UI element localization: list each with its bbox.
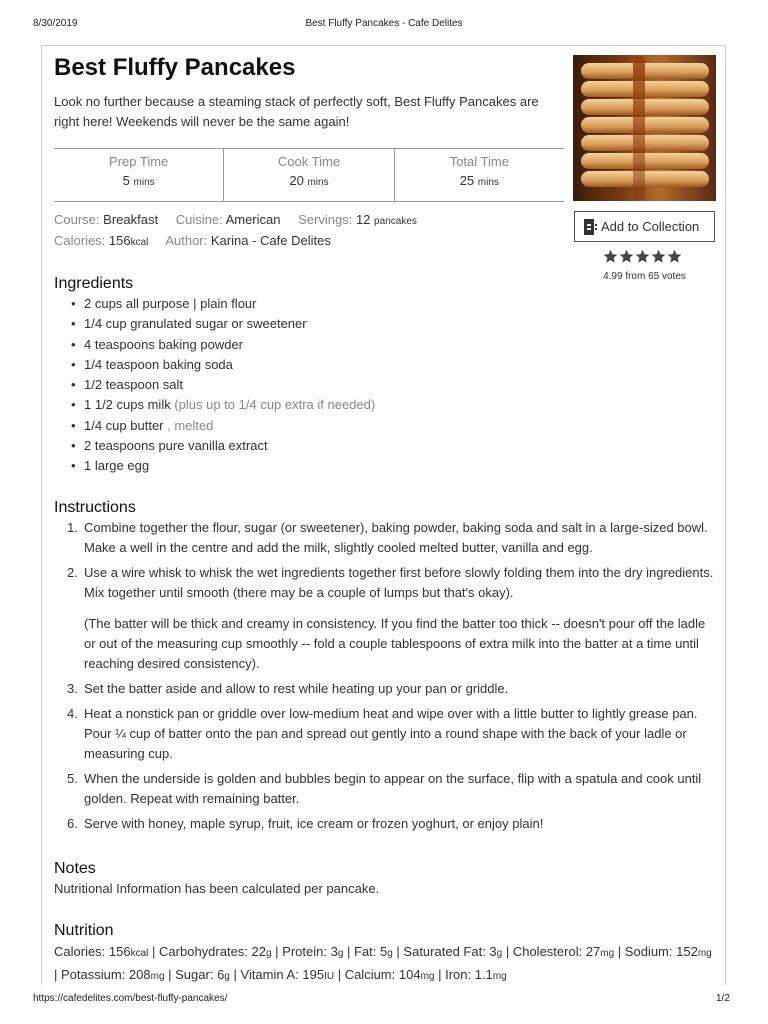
rating-stars[interactable] — [603, 249, 682, 264]
list-item: • 2 teaspoons pure vanilla extract — [54, 436, 375, 456]
nutrition-item: Calories: 156kcal — [54, 944, 149, 959]
nutrition-item: Sugar: 6g — [175, 967, 230, 982]
total-time-label: Total Time — [449, 154, 509, 169]
ingredients-heading: Ingredients — [54, 275, 134, 292]
instruction-step: 2. Use a wire whisk to whisk the wet ingredients together first before slowly folding them into the dry ingredients. Mix together until smooth (there may be a couple of lumps but that's okay). (The batter will be thick and creamy in consistency. If you find the batter too thick -- doesn't pour off the ladle or out of the measuring cup smoothly -- fold a couple tablespoons of extra milk into the batter at a time until reaching desired consistency). — [67, 565, 714, 671]
list-item: • 1 1/2 cups milk (plus up to 1/4 cup extra if needed) — [54, 395, 375, 415]
list-item: • 1/4 teaspoon baking soda — [54, 355, 375, 375]
author-label: Author: — [165, 233, 208, 248]
print-title: Best Fluffy Pancakes - Cafe Delites — [305, 18, 463, 29]
list-item: • 1 large egg — [54, 456, 375, 476]
nutrition-heading: Nutrition — [54, 922, 114, 939]
instruction-step: 3. Set the batter aside and allow to rest while heating up your pan or griddle. — [67, 681, 509, 696]
recipe-meta-row-1 — [54, 212, 417, 227]
cook-time-label: Cook Time — [277, 154, 341, 169]
author-value: Karina - Cafe Delites — [210, 233, 331, 248]
nutrition-item: Cholesterol: 27mg — [512, 944, 615, 959]
bookmark-icon — [583, 219, 597, 235]
calories-value: 156 — [108, 233, 131, 248]
instruction-step: 4. Heat a nonstick pan or griddle over low-medium heat and wipe over with a little butter to lightly grease pan. Pour ¼ cup of batter onto the pan and spread out gently into a round shape with the back of your ladle or measuring cup. — [67, 706, 698, 761]
recipe-times — [54, 148, 564, 202]
nutrition-item: Vitamin A: 195IU — [240, 967, 335, 982]
list-item: • 4 teaspoons baking powder — [54, 335, 375, 355]
nutrition-item: Protein: 3g — [282, 944, 344, 959]
course-label: Course: — [54, 212, 100, 227]
nutrition-facts: Calories: 156kcal | Carbohydrates: 22g | Protein: 3g | Fat: 5g | Saturated Fat: 3g | Cholesterol: 27mg | Sodium: 152mg | Potassium: 208mg | Sugar: 6g | Vitamin A: 195IU | Calcium: 104mg | Iron: 1.1mg — [54, 944, 712, 982]
star-icon[interactable] — [603, 249, 618, 264]
prep-time-value: 5 mins — [122, 173, 155, 188]
star-icon[interactable] — [667, 249, 682, 264]
list-item: • 2 cups all purpose | plain flour — [54, 294, 375, 314]
nutrition-item: Potassium: 208mg — [61, 967, 165, 982]
print-url: https://cafedelites.com/best-fluffy-pancakes/ — [33, 993, 228, 1004]
add-to-collection-label: Add to Collection — [601, 219, 700, 234]
rating-votes: 4.99 from 65 votes — [603, 271, 686, 282]
instruction-step: 1. Combine together the flour, sugar (or sweetener), baking powder, baking soda and salt in a large-sized bowl. Make a well in the centre and add the milk, slightly cooled melted butter, vanilla and egg. — [67, 520, 708, 555]
total-time-value: 25 mins — [459, 173, 499, 188]
print-date: 8/30/2019 — [33, 18, 78, 29]
nutrition-item: Saturated Fat: 3g — [403, 944, 503, 959]
star-icon[interactable] — [619, 249, 634, 264]
nutrition-item: Sodium: 152mg — [624, 944, 712, 959]
recipe-meta-row-2 — [54, 233, 331, 248]
prep-time — [54, 149, 223, 201]
calories-unit: kcal — [130, 237, 149, 248]
instructions-list — [54, 518, 714, 839]
notes-heading: Notes — [54, 860, 96, 877]
instructions-heading: Instructions — [54, 499, 136, 516]
instruction-step: 5. When the underside is golden and bubbles begin to appear on the surface, flip with a spatula and cook until golden. Repeat with remaining batter. — [67, 771, 702, 806]
total-time — [394, 149, 564, 201]
cook-time-value: 20 mins — [289, 173, 329, 188]
notes-text: Nutritional Information has been calculated per pancake. — [54, 881, 380, 896]
recipe-photo — [573, 55, 716, 201]
nutrition-item: Iron: 1.1mg — [445, 967, 507, 982]
instruction-step: 6. Serve with honey, maple syrup, fruit, ice cream or frozen yoghurt, or enjoy plain! — [67, 816, 544, 831]
calories-label: Calories: — [54, 233, 106, 248]
list-item: • 1/4 cup granulated sugar or sweetener — [54, 314, 375, 334]
ingredients-list — [54, 294, 375, 477]
servings-unit: pancakes — [374, 216, 417, 227]
cook-time — [223, 149, 393, 201]
list-item: • 1/2 teaspoon salt — [54, 375, 375, 395]
print-page-number: 1/2 — [716, 993, 730, 1004]
recipe-title: Best Fluffy Pancakes — [54, 54, 296, 81]
servings-label: Servings: — [298, 212, 353, 227]
nutrition-item: Fat: 5g — [354, 944, 393, 959]
prep-time-label: Prep Time — [109, 154, 169, 169]
servings-value: 12 — [355, 212, 371, 227]
list-item: • 1/4 cup butter , melted — [54, 416, 375, 436]
nutrition-item: Calcium: 104mg — [344, 967, 435, 982]
recipe-summary: Look no further because a steaming stack of perfectly soft, Best Fluffy Pancakes are right here! Weekends will never be the same again! — [54, 94, 539, 129]
star-icon[interactable] — [635, 249, 650, 264]
star-icon[interactable] — [651, 249, 666, 264]
cuisine-label: Cuisine: — [175, 212, 223, 227]
nutrition-item: Carbohydrates: 22g — [159, 944, 272, 959]
course-value: Breakfast — [103, 212, 159, 227]
cuisine-value: American — [225, 212, 281, 227]
add-to-collection-button[interactable] — [574, 211, 715, 242]
